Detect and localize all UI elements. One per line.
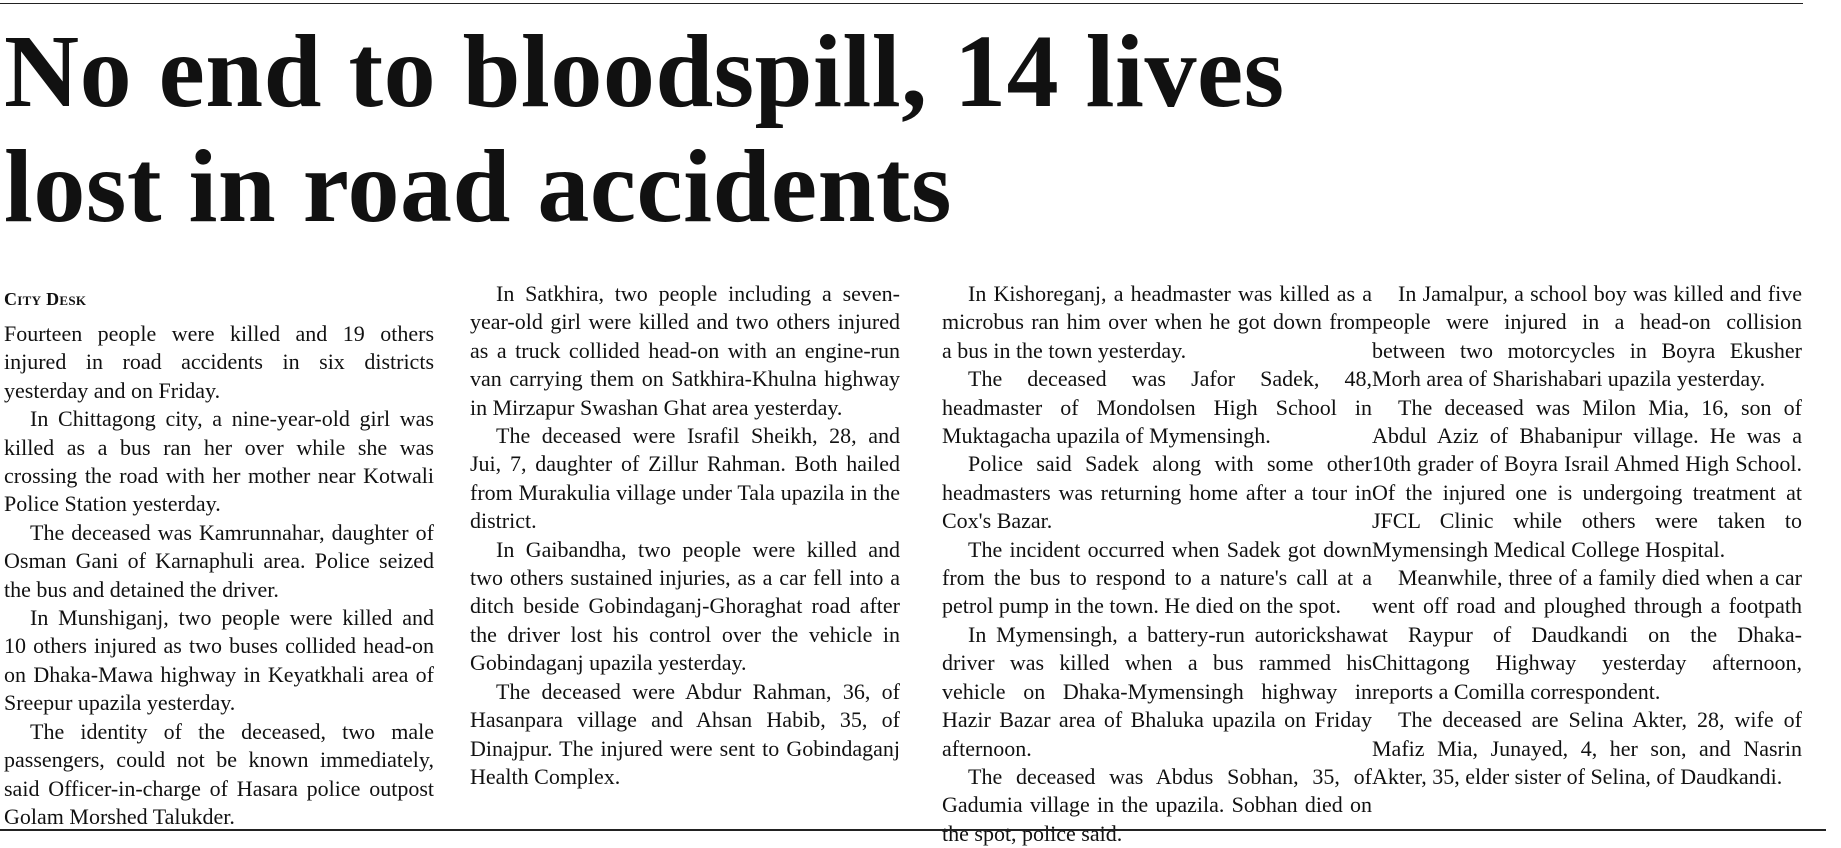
paragraph: In Jamalpur, a school boy was killed and five people were injured in a head-on collision between two motorcycles in Boyra Ekusher Morh area of Sharishabari upazila yesterday. bbox=[1372, 281, 1802, 392]
column-1 bbox=[4, 282, 434, 831]
paragraph: In Kishoreganj, a headmaster was killed as a microbus ran him over when he got down from a bus in the town yesterday. bbox=[942, 281, 1372, 363]
paragraph: The deceased was Abdus Sobhan, 35, of Gadumia village in the upazila. Sobhan died on the spot, police said. bbox=[942, 763, 1372, 846]
paragraph: In Chittagong city, a nine-year-old girl was killed as a bus ran her over while she was crossing the road with her mother near Kotwali Police Station yesterday. bbox=[4, 406, 434, 517]
paragraph: Fourteen people were killed and 19 others injured in road accidents in six districts yesterday and on Friday. bbox=[4, 321, 434, 403]
bottom-rule bbox=[0, 829, 1826, 831]
paragraph: The deceased were Abdur Rahman, 36, of Hasanpara village and Ahsan Habib, 35, of Dinajpur. The injured were sent to Gobindaganj Health Complex. bbox=[470, 678, 900, 789]
paragraph: The incident occurred when Sadek got down from the bus to respond to a nature's call at a petrol pump in the town. He died on the spot. bbox=[942, 536, 1372, 619]
headline-line-1: No end to bloodspill, 14 lives bbox=[4, 14, 1285, 129]
column-4 bbox=[1372, 280, 1802, 791]
headline-line-2: lost in road accidents bbox=[4, 129, 953, 244]
paragraph: Meanwhile, three of a family died when a car went off road and ploughed through a footpath at Raypur of Daudkandi on the Dhaka-Chittagong Highway yesterday afternoon, reports a Comilla correspondent. bbox=[1372, 565, 1802, 704]
paragraph: The deceased was Kamrunnahar, daughter of Osman Gani of Karnaphuli area. Police seized the bus and detained the driver. bbox=[4, 519, 434, 602]
paragraph: Police said Sadek along with some other headmasters was returning home after a tour in Cox's Bazar. bbox=[942, 451, 1372, 534]
paragraph: The identity of the deceased, two male passengers, could not be known immediately, said Officer-in-charge of Hasara police outpost Golam Morshed Talukder. bbox=[4, 718, 434, 829]
paragraph: The deceased was Milon Mia, 16, son of Abdul Aziz of Bhabanipur village. He was a 10th grader of Boyra Israil Ahmed High School. Of the injured one is undergoing treatment at JFCL Clinic while others were taken to Mymensingh Medical College Hospital. bbox=[1372, 394, 1802, 562]
article-body bbox=[4, 281, 1804, 846]
headline bbox=[4, 14, 1799, 244]
column-2 bbox=[470, 280, 900, 791]
paragraph: The deceased was Jafor Sadek, 48, headmaster of Mondolsen High School in Muktagacha upazila of Mymensingh. bbox=[942, 366, 1372, 449]
paragraph: The deceased are Selina Akter, 28, wife of Mafiz Mia, Junayed, 4, her son, and Nasrin Akter, 35, elder sister of Selina, of Daudkandi. bbox=[1372, 707, 1802, 789]
paragraph: In Mymensingh, a battery-run autorickshaw driver was killed when a bus rammed his vehicle on Dhaka-Mymensingh highway in Hazir Bazar area of Bhaluka upazila on Friday afternoon. bbox=[942, 621, 1372, 761]
paragraph: The deceased were Israfil Sheikh, 28, and Jui, 7, daughter of Zillur Rahman. Both hailed from Murakulia village under Tala upazila in the district. bbox=[470, 423, 900, 534]
paragraph: In Munshiganj, two people were killed and 10 others injured as two buses collided head-on on Dhaka-Mawa highway in Keyatkhali area of Sreepur upazila yesterday. bbox=[4, 605, 434, 716]
paragraph: In Gaibandha, two people were killed and two others sustained injuries, as a car fell into a ditch beside Gobindaganj-Ghoraghat road after the driver lost his control over the vehicle in Gobindaganj upazila yesterday. bbox=[470, 536, 900, 676]
column-3 bbox=[942, 280, 1372, 848]
top-rule bbox=[0, 3, 1803, 4]
paragraph: In Satkhira, two people including a seven-year-old girl were killed and two others injured as a truck collided head-on with an engine-run van carrying them on Satkhira-Khulna highway in Mirzapur Swashan Ghat area yesterday. bbox=[470, 281, 900, 420]
byline: City Desk bbox=[4, 289, 87, 309]
